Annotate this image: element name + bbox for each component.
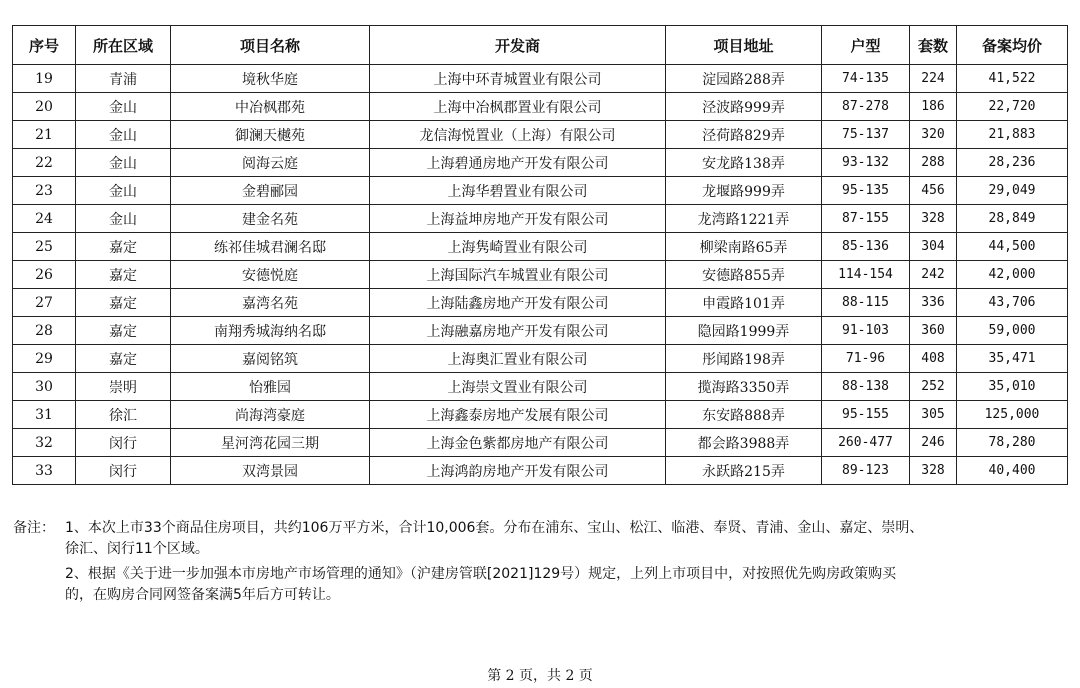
table-row (13, 177, 1068, 205)
cell-developer: 上海融嘉房地产开发有限公司 (370, 317, 666, 345)
note-2-line-1: 2、根据《关于进一步加强本市房地产市场管理的通知》（沪建房管联[2021]129号）规定，上列上市项目中，对按照优先购房政策购买 (65, 566, 897, 582)
cell-unit-type: 88-138 (822, 373, 910, 401)
cell-serial: 20 (13, 93, 76, 121)
cell-district: 闵行 (76, 457, 171, 485)
cell-average-price: 35,471 (957, 345, 1068, 373)
table-row (13, 261, 1068, 289)
cell-serial: 31 (13, 401, 76, 429)
table-row (13, 149, 1068, 177)
cell-average-price: 43,706 (957, 289, 1068, 317)
cell-unit-count: 186 (910, 93, 957, 121)
header-unit-type: 户型 (822, 26, 910, 65)
cell-serial: 23 (13, 177, 76, 205)
cell-unit-count: 360 (910, 317, 957, 345)
table-body (13, 65, 1068, 485)
cell-project-name: 南翔秀城海纳名邸 (171, 317, 370, 345)
cell-address: 揽海路3350弄 (666, 373, 822, 401)
cell-developer: 上海碧通房地产开发有限公司 (370, 149, 666, 177)
cell-district: 嘉定 (76, 317, 171, 345)
cell-unit-type: 89-123 (822, 457, 910, 485)
note-1-line-1: 1、本次上市33个商品住房项目，共约106万平方米，合计10,006套。分布在浦东、宝山、松江、临港、奉贤、青浦、金山、嘉定、崇明、 (65, 520, 924, 536)
table-row (13, 317, 1068, 345)
cell-address: 龙湾路1221弄 (666, 205, 822, 233)
table-row (13, 429, 1068, 457)
notes-label: 备注： (13, 520, 55, 536)
cell-unit-count: 242 (910, 261, 957, 289)
cell-unit-count: 252 (910, 373, 957, 401)
cell-unit-count: 408 (910, 345, 957, 373)
header-serial: 序号 (13, 26, 76, 65)
cell-unit-type: 87-155 (822, 205, 910, 233)
cell-district: 金山 (76, 177, 171, 205)
cell-unit-count: 328 (910, 457, 957, 485)
cell-unit-type: 260-477 (822, 429, 910, 457)
cell-unit-count: 328 (910, 205, 957, 233)
cell-average-price: 35,010 (957, 373, 1068, 401)
cell-average-price: 78,280 (957, 429, 1068, 457)
cell-average-price: 29,049 (957, 177, 1068, 205)
cell-unit-count: 224 (910, 65, 957, 93)
cell-address: 安龙路138弄 (666, 149, 822, 177)
cell-average-price: 44,500 (957, 233, 1068, 261)
cell-unit-count: 288 (910, 149, 957, 177)
cell-address: 安德路855弄 (666, 261, 822, 289)
cell-developer: 上海隽崎置业有限公司 (370, 233, 666, 261)
cell-project-name: 练祁佳城君澜名邸 (171, 233, 370, 261)
cell-average-price: 28,849 (957, 205, 1068, 233)
cell-project-name: 星河湾花园三期 (171, 429, 370, 457)
cell-project-name: 安德悦庭 (171, 261, 370, 289)
table-row (13, 289, 1068, 317)
cell-developer: 上海中冶枫郡置业有限公司 (370, 93, 666, 121)
cell-unit-type: 71-96 (822, 345, 910, 373)
cell-project-name: 境秋华庭 (171, 65, 370, 93)
cell-unit-type: 75-137 (822, 121, 910, 149)
cell-serial: 30 (13, 373, 76, 401)
cell-district: 嘉定 (76, 345, 171, 373)
cell-serial: 21 (13, 121, 76, 149)
cell-address: 永跃路215弄 (666, 457, 822, 485)
cell-unit-type: 93-132 (822, 149, 910, 177)
cell-district: 金山 (76, 121, 171, 149)
cell-unit-count: 246 (910, 429, 957, 457)
table-row (13, 65, 1068, 93)
cell-project-name: 金碧郦园 (171, 177, 370, 205)
cell-address: 泾荷路829弄 (666, 121, 822, 149)
cell-unit-type: 91-103 (822, 317, 910, 345)
cell-project-name: 嘉阅铭筑 (171, 345, 370, 373)
cell-project-name: 御澜天樾苑 (171, 121, 370, 149)
cell-average-price: 59,000 (957, 317, 1068, 345)
cell-average-price: 125,000 (957, 401, 1068, 429)
cell-unit-type: 85-136 (822, 233, 910, 261)
header-developer: 开发商 (370, 26, 666, 65)
cell-developer: 上海益坤房地产开发有限公司 (370, 205, 666, 233)
table-row (13, 345, 1068, 373)
cell-developer: 上海奥汇置业有限公司 (370, 345, 666, 373)
cell-average-price: 42,000 (957, 261, 1068, 289)
cell-serial: 28 (13, 317, 76, 345)
cell-average-price: 21,883 (957, 121, 1068, 149)
cell-address: 泾波路999弄 (666, 93, 822, 121)
cell-serial: 24 (13, 205, 76, 233)
cell-serial: 19 (13, 65, 76, 93)
table-row (13, 457, 1068, 485)
table-row (13, 373, 1068, 401)
header-average-price: 备案均价 (957, 26, 1068, 65)
cell-project-name: 阅海云庭 (171, 149, 370, 177)
cell-unit-type: 74-135 (822, 65, 910, 93)
header-unit-count: 套数 (910, 26, 957, 65)
header-project-name: 项目名称 (171, 26, 370, 65)
cell-developer: 上海鑫泰房地产发展有限公司 (370, 401, 666, 429)
cell-unit-count: 336 (910, 289, 957, 317)
cell-district: 崇明 (76, 373, 171, 401)
cell-project-name: 尚海湾豪庭 (171, 401, 370, 429)
cell-district: 嘉定 (76, 261, 171, 289)
cell-address: 龙堰路999弄 (666, 177, 822, 205)
cell-developer: 上海鸿韵房地产开发有限公司 (370, 457, 666, 485)
cell-serial: 29 (13, 345, 76, 373)
header-district: 所在区域 (76, 26, 171, 65)
table-row (13, 205, 1068, 233)
cell-serial: 32 (13, 429, 76, 457)
cell-unit-count: 320 (910, 121, 957, 149)
cell-address: 彤闻路198弄 (666, 345, 822, 373)
cell-average-price: 40,400 (957, 457, 1068, 485)
note-1-line-2: 徐汇、闵行11个区域。 (65, 541, 209, 557)
notes-section (13, 518, 1068, 606)
cell-developer: 上海华碧置业有限公司 (370, 177, 666, 205)
cell-unit-count: 305 (910, 401, 957, 429)
cell-address: 隐园路1999弄 (666, 317, 822, 345)
table-row (13, 93, 1068, 121)
cell-average-price: 41,522 (957, 65, 1068, 93)
cell-project-name: 怡雅园 (171, 373, 370, 401)
cell-district: 青浦 (76, 65, 171, 93)
cell-address: 东安路888弄 (666, 401, 822, 429)
cell-developer: 龙信海悦置业（上海）有限公司 (370, 121, 666, 149)
cell-unit-type: 95-155 (822, 401, 910, 429)
cell-project-name: 双湾景园 (171, 457, 370, 485)
table-row (13, 401, 1068, 429)
cell-serial: 25 (13, 233, 76, 261)
cell-address: 淀园路288弄 (666, 65, 822, 93)
cell-unit-type: 114-154 (822, 261, 910, 289)
cell-developer: 上海金色紫都房地产有限公司 (370, 429, 666, 457)
cell-district: 金山 (76, 149, 171, 177)
cell-district: 闵行 (76, 429, 171, 457)
cell-developer: 上海国际汽车城置业有限公司 (370, 261, 666, 289)
header-address: 项目地址 (666, 26, 822, 65)
cell-district: 金山 (76, 93, 171, 121)
cell-address: 申霞路101弄 (666, 289, 822, 317)
table-row (13, 233, 1068, 261)
note-2-line-2: 的，在购房合同网签备案满5年后方可转让。 (65, 587, 340, 603)
cell-average-price: 22,720 (957, 93, 1068, 121)
table-header-row (13, 26, 1068, 65)
cell-unit-type: 88-115 (822, 289, 910, 317)
cell-unit-type: 87-278 (822, 93, 910, 121)
table-row (13, 121, 1068, 149)
cell-developer: 上海陆鑫房地产开发有限公司 (370, 289, 666, 317)
cell-developer: 上海中环青城置业有限公司 (370, 65, 666, 93)
cell-project-name: 中冶枫郡苑 (171, 93, 370, 121)
cell-unit-count: 304 (910, 233, 957, 261)
cell-address: 都会路3988弄 (666, 429, 822, 457)
page-number: 第 2 页，共 2 页 (487, 668, 593, 684)
cell-unit-count: 456 (910, 177, 957, 205)
cell-serial: 33 (13, 457, 76, 485)
cell-serial: 22 (13, 149, 76, 177)
cell-district: 金山 (76, 205, 171, 233)
cell-project-name: 建金名苑 (171, 205, 370, 233)
cell-district: 徐汇 (76, 401, 171, 429)
cell-serial: 26 (13, 261, 76, 289)
listing-table (12, 25, 1068, 485)
cell-unit-type: 95-135 (822, 177, 910, 205)
cell-developer: 上海崇文置业有限公司 (370, 373, 666, 401)
cell-district: 嘉定 (76, 289, 171, 317)
cell-project-name: 嘉湾名苑 (171, 289, 370, 317)
cell-average-price: 28,236 (957, 149, 1068, 177)
cell-district: 嘉定 (76, 233, 171, 261)
cell-serial: 27 (13, 289, 76, 317)
cell-address: 柳梁南路65弄 (666, 233, 822, 261)
